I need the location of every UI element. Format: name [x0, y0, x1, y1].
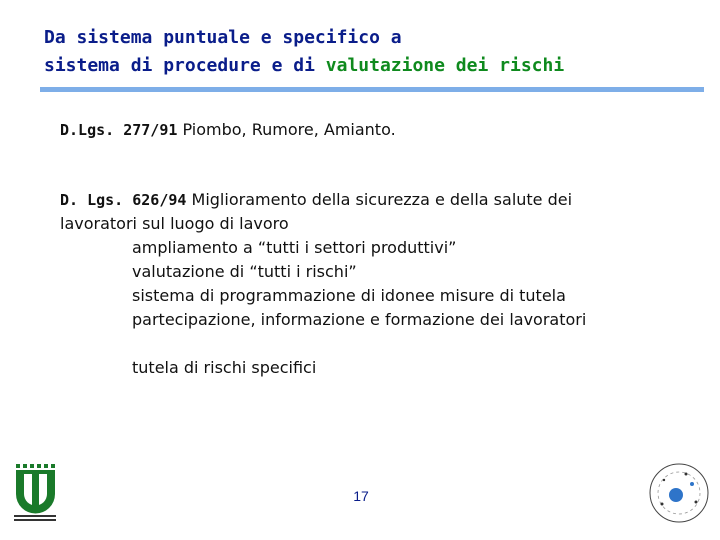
- law-2-text: Miglioramento della sicurezza e della salute dei: [186, 190, 573, 209]
- slide-title: [44, 24, 684, 80]
- title-divider: [40, 87, 704, 92]
- law-2-text-continued: lavoratori sul luogo di lavoro: [60, 214, 289, 233]
- title-line-1: Da sistema puntuale e specifico a: [44, 27, 402, 48]
- point-item: sistema di programmazione di idonee misure di tutela: [132, 286, 566, 305]
- law-2-ref: D. Lgs. 626/94: [60, 191, 187, 209]
- title-line-2-prefix: sistema di procedure e di: [44, 55, 326, 76]
- law-1-ref: D.Lgs. 277/91: [60, 121, 178, 139]
- university-logo: [12, 462, 58, 524]
- point-item: partecipazione, informazione e formazione dei lavoratori: [132, 310, 587, 329]
- title-accent: valutazione dei rischi: [325, 55, 565, 76]
- page-number: 17: [353, 488, 369, 504]
- point-item: ampliamento a “tutti i settori produttivi”: [132, 238, 457, 257]
- law-1-line: [60, 118, 396, 142]
- law-1-text: Piombo, Rumore, Amianto.: [177, 120, 396, 139]
- law-2-line: [60, 188, 572, 212]
- extra-point-item: tutela di rischi specifici: [132, 358, 317, 377]
- point-item: valutazione di “tutti i rischi”: [132, 262, 357, 281]
- circular-seal-logo: [648, 462, 710, 524]
- title-line-2: [44, 52, 684, 80]
